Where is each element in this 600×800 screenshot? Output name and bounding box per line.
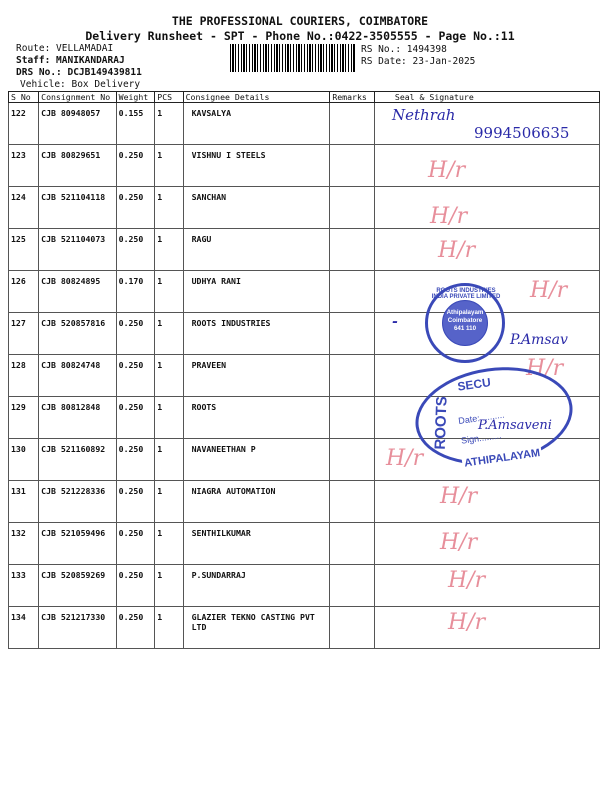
handwritten-phone: 9994506635 bbox=[474, 124, 570, 142]
remark-dash: - bbox=[392, 314, 398, 330]
cell-consignee: SANCHAN bbox=[183, 187, 330, 229]
col-consignee: Consignee Details bbox=[183, 92, 330, 103]
stamp-rim-text: ROOTS INDUSTRIES INDIA PRIVATE LIMITED bbox=[431, 288, 501, 300]
cell-remarks bbox=[330, 397, 375, 439]
cell-consignment-no: CJB 80948057 bbox=[39, 103, 117, 145]
cell-consignee: VISHNU I STEELS bbox=[183, 145, 330, 187]
cell-sno: 130 bbox=[9, 439, 39, 481]
cell-remarks bbox=[330, 145, 375, 187]
stamp-center-text: Athipalayam Coimbatore 641 110 bbox=[442, 300, 488, 346]
stamp-sign-field: Sign......... bbox=[460, 430, 502, 446]
rs-date: RS Date: 23-Jan-2025 bbox=[361, 56, 476, 67]
table-row bbox=[9, 481, 600, 523]
cell-consignee: ROOTS bbox=[183, 397, 330, 439]
cell-sno: 127 bbox=[9, 313, 39, 355]
initials-mark: H/r bbox=[526, 356, 564, 381]
cell-sno: 129 bbox=[9, 397, 39, 439]
cell-remarks bbox=[330, 481, 375, 523]
cell-pcs: 1 bbox=[155, 103, 183, 145]
stamp-left-text: ROOTS bbox=[431, 395, 451, 450]
stamp-bottom-text: ATHIPALAYAM bbox=[463, 447, 541, 470]
runsheet-subtitle: Delivery Runsheet - SPT - Phone No.:0422-3505555 - Page No.:11 bbox=[85, 29, 515, 43]
cell-pcs: 1 bbox=[155, 481, 183, 523]
cell-consignment-no: CJB 521228336 bbox=[39, 481, 117, 523]
cell-weight: 0.250 bbox=[116, 607, 155, 649]
cell-signature bbox=[374, 607, 599, 649]
cell-signature bbox=[374, 565, 599, 607]
cell-pcs: 1 bbox=[155, 145, 183, 187]
cell-consignment-no: CJB 520857816 bbox=[39, 313, 117, 355]
cell-weight: 0.250 bbox=[116, 523, 155, 565]
cell-pcs: 1 bbox=[155, 355, 183, 397]
handwritten-signature-128: P.Amsav bbox=[510, 332, 568, 348]
cell-sno: 131 bbox=[9, 481, 39, 523]
cell-signature bbox=[374, 145, 599, 187]
initials-mark: H/r bbox=[530, 278, 568, 303]
route-label: Route: VELLAMADAI bbox=[16, 43, 114, 54]
cell-remarks bbox=[330, 229, 375, 271]
cell-remarks bbox=[330, 187, 375, 229]
cell-consignee: UDHYA RANI bbox=[183, 271, 330, 313]
cell-pcs: 1 bbox=[155, 271, 183, 313]
cell-consignment-no: CJB 521059496 bbox=[39, 523, 117, 565]
initials-mark: H/r bbox=[448, 568, 486, 593]
initials-mark: H/r bbox=[448, 610, 486, 635]
cell-sno: 132 bbox=[9, 523, 39, 565]
table-row bbox=[9, 523, 600, 565]
cell-weight: 0.250 bbox=[116, 565, 155, 607]
stamp-top-text: SECU bbox=[456, 375, 492, 394]
col-remarks: Remarks bbox=[330, 92, 375, 103]
cell-consignee: P.SUNDARRAJ bbox=[183, 565, 330, 607]
cell-pcs: 1 bbox=[155, 187, 183, 229]
cell-signature bbox=[374, 481, 599, 523]
initials-mark: H/r bbox=[430, 204, 468, 229]
cell-consignee: NAVANEETHAN P bbox=[183, 439, 330, 481]
cell-consignee: ROOTS INDUSTRIES bbox=[183, 313, 330, 355]
cell-weight: 0.250 bbox=[116, 481, 155, 523]
cell-weight: 0.250 bbox=[116, 355, 155, 397]
cell-pcs: 1 bbox=[155, 313, 183, 355]
cell-consignment-no: CJB 520859269 bbox=[39, 565, 117, 607]
col-pcs: PCS bbox=[155, 92, 183, 103]
cell-consignee: NIAGRA AUTOMATION bbox=[183, 481, 330, 523]
cell-sno: 126 bbox=[9, 271, 39, 313]
cell-weight: 0.250 bbox=[116, 313, 155, 355]
company-seal-stamp bbox=[425, 283, 505, 363]
initials-mark: H/r bbox=[440, 484, 478, 509]
cell-weight: 0.250 bbox=[116, 439, 155, 481]
cell-remarks bbox=[330, 523, 375, 565]
cell-pcs: 1 bbox=[155, 607, 183, 649]
cell-consignee: PRAVEEN bbox=[183, 355, 330, 397]
cell-remarks bbox=[330, 103, 375, 145]
table-row bbox=[9, 187, 600, 229]
drs-number: DRS No.: DCJB149439811 bbox=[16, 67, 142, 78]
table-row bbox=[9, 607, 600, 649]
col-weight: Weight bbox=[116, 92, 155, 103]
cell-pcs: 1 bbox=[155, 439, 183, 481]
cell-consignment-no: CJB 80824895 bbox=[39, 271, 117, 313]
table-header-row bbox=[9, 92, 600, 103]
initials-mark: H/r bbox=[386, 446, 424, 471]
cell-consignee: KAVSALYA bbox=[183, 103, 330, 145]
initials-mark: H/r bbox=[440, 530, 478, 555]
table-row bbox=[9, 229, 600, 271]
col-sno: S No bbox=[9, 92, 39, 103]
cell-weight: 0.250 bbox=[116, 397, 155, 439]
cell-consignment-no: CJB 521104073 bbox=[39, 229, 117, 271]
cell-remarks bbox=[330, 355, 375, 397]
cell-remarks bbox=[330, 439, 375, 481]
table-row bbox=[9, 565, 600, 607]
col-consignment: Consignment No bbox=[39, 92, 117, 103]
cell-sno: 125 bbox=[9, 229, 39, 271]
table-row bbox=[9, 145, 600, 187]
initials-mark: H/r bbox=[428, 158, 466, 183]
cell-weight: 0.170 bbox=[116, 271, 155, 313]
cell-consignment-no: CJB 80829651 bbox=[39, 145, 117, 187]
cell-pcs: 1 bbox=[155, 565, 183, 607]
col-seal-signature: Seal & Signature bbox=[374, 92, 599, 103]
cell-sno: 122 bbox=[9, 103, 39, 145]
handwritten-signature-130: P.Amsaveni bbox=[478, 418, 552, 433]
cell-signature bbox=[374, 523, 599, 565]
vehicle-label: Vehicle: Box Delivery bbox=[20, 79, 141, 90]
cell-remarks bbox=[330, 313, 375, 355]
cell-weight: 0.250 bbox=[116, 187, 155, 229]
cell-sno: 124 bbox=[9, 187, 39, 229]
initials-mark: H/r bbox=[438, 238, 476, 263]
staff-label: Staff: MANIKANDARAJ bbox=[16, 55, 125, 66]
cell-sno: 134 bbox=[9, 607, 39, 649]
cell-consignment-no: CJB 521160892 bbox=[39, 439, 117, 481]
cell-consignment-no: CJB 521104118 bbox=[39, 187, 117, 229]
cell-consignment-no: CJB 80824748 bbox=[39, 355, 117, 397]
cell-pcs: 1 bbox=[155, 397, 183, 439]
cell-pcs: 1 bbox=[155, 523, 183, 565]
company-title: THE PROFESSIONAL COURIERS, COIMBATORE bbox=[171, 14, 429, 28]
cell-weight: 0.155 bbox=[116, 103, 155, 145]
cell-weight: 0.250 bbox=[116, 229, 155, 271]
stamp-date-field: Date:.......... bbox=[457, 409, 506, 426]
cell-remarks bbox=[330, 607, 375, 649]
cell-pcs: 1 bbox=[155, 229, 183, 271]
cell-sno: 128 bbox=[9, 355, 39, 397]
rs-number: RS No.: 1494398 bbox=[361, 44, 447, 55]
cell-signature bbox=[374, 229, 599, 271]
cell-consignee: SENTHILKUMAR bbox=[183, 523, 330, 565]
cell-remarks bbox=[330, 565, 375, 607]
cell-sno: 123 bbox=[9, 145, 39, 187]
cell-remarks bbox=[330, 271, 375, 313]
cell-consignment-no: CJB 521217330 bbox=[39, 607, 117, 649]
cell-consignee: RAGU bbox=[183, 229, 330, 271]
cell-consignee: GLAZIER TEKNO CASTING PVT LTD bbox=[183, 607, 330, 649]
cell-signature bbox=[374, 187, 599, 229]
cell-sno: 133 bbox=[9, 565, 39, 607]
table-row bbox=[9, 271, 600, 313]
cell-weight: 0.250 bbox=[116, 145, 155, 187]
handwritten-name: Nethrah bbox=[392, 106, 456, 124]
barcode bbox=[230, 44, 355, 72]
cell-consignment-no: CJB 80812848 bbox=[39, 397, 117, 439]
